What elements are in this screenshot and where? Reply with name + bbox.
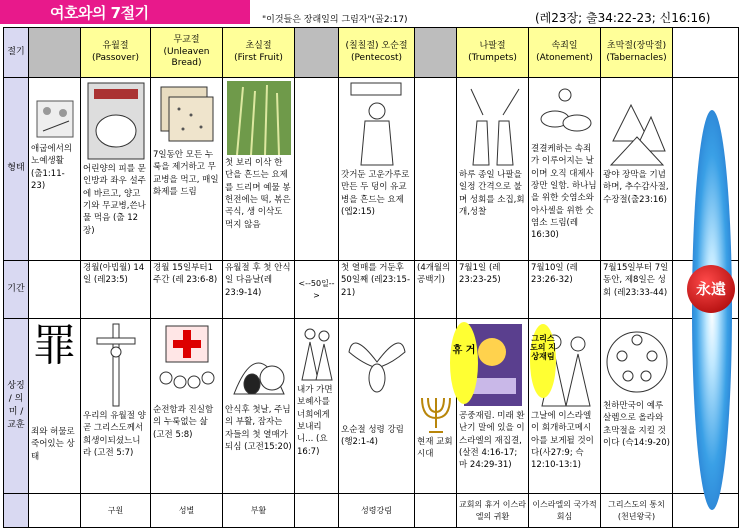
symbol-passover: 우리의 유월절 양 곧 그리스도께서 희생이되셨느니라 (고전 5:7) <box>81 319 151 494</box>
menorah-illustration <box>417 388 455 474</box>
form-atonement: 결결케하는 속죄가 이루어지는 날이며 오직 대제사장만 일함. 하나님을 위한 숫염소와 아사셀을 위한 숫염소 드림(레16:30) <box>529 78 601 261</box>
meaning-tabernacles: 그리스도의 통치 (천년왕국) <box>601 494 673 528</box>
form-passover: 어린양의 피를 문 인방과 좌우 설주에 바르고, 양고기와 무교병,쓴나물 먹음 (출 12장) <box>81 78 151 261</box>
symbol-unleaven: 순전함과 진실함의 누룩없는 삶 (고전 5:8) <box>151 319 223 494</box>
meaning-atonement: 이스라엘의 국가적 회심 <box>529 494 601 528</box>
symbol-row <box>4 319 739 494</box>
scripture-reference: (레23장; 출34:22-23; 신16:16) <box>535 11 711 25</box>
dove-illustration <box>347 322 407 422</box>
feast-pentecost: (칠칠절) 오순절 (Pentecost) <box>339 28 415 78</box>
eternity-badge: 永遠 <box>687 265 735 313</box>
symbol-sin: 罪 죄와 허물로 죽어있는 상태 <box>29 319 81 494</box>
symbol-trumpets: 공중재림. 미래 환난기 말에 있을 이스라엘의 재집결, (살전 4:16-17; 마 24:29-31) <box>457 319 529 494</box>
unleavened-bread-illustration <box>157 81 217 147</box>
meaning-passover: 구원 <box>81 494 151 528</box>
title-bar <box>0 0 250 24</box>
form-trumpets: 하루 종일 나팔을 일정 간격으로 불며 성회를 소집,회개,성찰 <box>457 78 529 261</box>
period-row <box>4 261 739 319</box>
cross-illustration <box>91 322 141 408</box>
feast-firstfruit: 초실절 (First Fruit) <box>223 28 295 78</box>
lamb-blood-illustration <box>86 81 146 161</box>
wave-offering-illustration <box>347 81 407 167</box>
meaning-unleaven: 성별 <box>151 494 223 528</box>
tents-illustration <box>607 81 667 167</box>
trumpeters-illustration <box>463 81 523 167</box>
second-coming-oval: 그리스도의 지상재림 <box>530 324 556 398</box>
feast-trumpets: 나팔절 (Trumpets) <box>457 28 529 78</box>
disciples-illustration <box>298 322 336 382</box>
page-title: 여호와의 7절기 <box>50 4 149 22</box>
form-unleaven: 7일동안 모든 누룩을 제거하고 무교병을 먹고, 매일 화제를 드림 <box>151 78 223 261</box>
period-unleaven: 경월 15일부터1주간 (레 23:6-8) <box>151 261 223 319</box>
rapture-oval: 휴 거 <box>450 322 478 404</box>
goats-illustration <box>535 81 595 141</box>
form-pentecost: 갓거둔 고운가루로 만든 두 덩이 유교병을 흔드는 요제(엡2:15) <box>339 78 415 261</box>
feast-header-row <box>4 28 739 78</box>
symbol-tabernacles: 천하만국이 예루살렘으로 올라와 초막절을 지킬 것이다 (슥14:9-20) <box>601 319 673 494</box>
period-atonement: 7월10일 (레23:26-32) <box>529 261 601 319</box>
form-firstfruit: 첫 보리 이삭 한 단을 흔드는 요제를 드리며 예물 봉헌전에는 떡, 볶은 곡식, 생 이삭도 먹지 않음 <box>223 78 295 261</box>
red-cross-crowd-illustration <box>156 322 218 402</box>
period-gap-50days: <--50일--> <box>295 261 339 319</box>
symbol-firstfruit: 안식후 첫날, 주님의 부활, 잠자는 자들의 첫 열매가 되심 (고전15:20) <box>223 319 295 494</box>
form-tabernacles: 광야 장막을 기념하며, 추수감사절,수장절(출23:16) <box>601 78 673 261</box>
meaning-pentecost: 성령강림 <box>339 494 415 528</box>
slavery-illustration <box>35 81 75 141</box>
symbol-gap: 내가 가면 보혜사를 너희에게 보내리니... (요16:7) <box>295 319 339 494</box>
feast-unleaven: 무교절 (Unleaven Bread) <box>151 28 223 78</box>
period-firstfruit: 유월절 후 첫 안식일 다음날(레23:9-14) <box>223 261 295 319</box>
feast-passover: 유월절 (Passover) <box>81 28 151 78</box>
subtitle: "이것들은 장래일의 그림자"(골2:17) <box>262 15 408 25</box>
period-gap-4months: (4개월의 공백기) <box>415 261 457 319</box>
barley-illustration <box>227 81 291 155</box>
period-pentecost: 첫 열매를 거둔후50일째 (레23:15-21) <box>339 261 415 319</box>
meaning-firstfruit: 부활 <box>223 494 295 528</box>
row-label-feast: 절기 <box>4 28 29 78</box>
meaning-row <box>4 494 739 528</box>
period-passover: 경월(아빕월) 14일 (레23:5) <box>81 261 151 319</box>
meaning-trumpets: 교회의 휴거 이스라엘의 귀환 <box>457 494 529 528</box>
row-label-form: 형태 <box>4 78 29 261</box>
sin-character: 罪 <box>32 320 77 371</box>
form-egypt: 애굽에서의 노예생활 (출1:11-23) <box>29 78 81 261</box>
symbol-atonement: 그날에 이스라엘이 회개하고메시아를 보게될 것이다(사27:9; 슥12:10-13:1) <box>529 319 601 494</box>
symbol-pentecost: 오순절 성령 강림 (행2:1-4) <box>339 319 415 494</box>
period-tabernacles: 7월15일부터 7일 동안, 제8일은 성회 (레23:33-44) <box>601 261 673 319</box>
feast-atonement: 속죄일 (Atonement) <box>529 28 601 78</box>
empty-tomb-illustration <box>228 322 290 402</box>
period-trumpets: 7월1일 (레23:23-25) <box>457 261 529 319</box>
nations-gathering-illustration <box>606 322 668 398</box>
row-label-period: 기간 <box>4 261 29 319</box>
form-row <box>4 78 739 261</box>
symbol-church-age: 현재 교회시대 <box>415 319 457 494</box>
feasts-table <box>3 27 739 528</box>
feast-tabernacles: 초막절(장막절) (Tabernacles) <box>601 28 673 78</box>
row-label-symbol: 상징 / 의미 / 교훈 <box>4 319 29 494</box>
